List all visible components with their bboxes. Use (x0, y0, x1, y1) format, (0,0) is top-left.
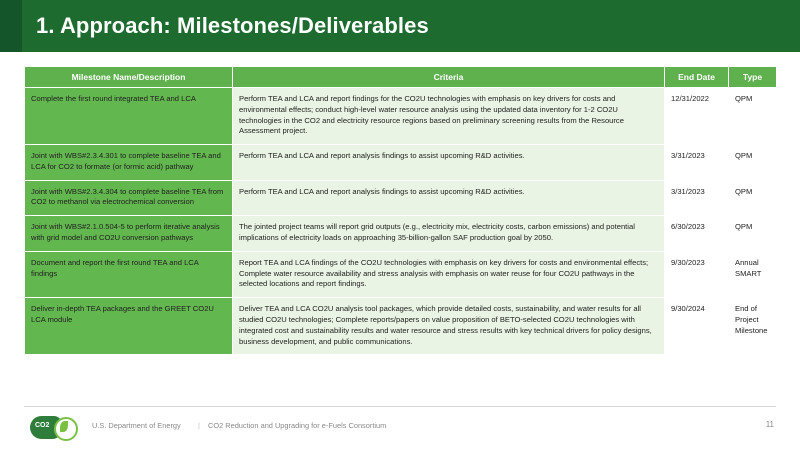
cell-type: QPM (729, 88, 777, 145)
footer-consortium-name: CO2 Reduction and Upgrading for e-Fuels Consortium (208, 421, 387, 430)
cell-criteria: Deliver TEA and LCA CO2U analysis tool packages, which provide detailed costs, sustainability, and water results for all studied CO2U technologies; Complete reports/papers on value proposition of BETO-selected CO2U technologies with integrated cost and sustainability results and water resource and stress results with key technical drivers for policy designs, business development, and public communications. (233, 298, 665, 355)
header-accent-bar (0, 0, 22, 52)
table-row (25, 216, 777, 252)
cell-type: End of Project Milestone (729, 298, 777, 355)
cell-criteria: The jointed project teams will report grid outputs (e.g., electricity mix, electricity costs, carbon emissions) and potential implications of electricity loads on approaching 35-billion-gallon SAF production goal by 2050. (233, 216, 665, 252)
cell-milestone-name: Joint with WBS#2.3.4.304 to complete baseline TEA from CO2 to methanol via electrochemical conversion (25, 180, 233, 216)
footer-separator: | (198, 421, 200, 430)
table-row (25, 180, 777, 216)
co2-consortium-logo-icon (30, 415, 82, 441)
table-row (25, 145, 777, 181)
table-header (25, 67, 777, 88)
cell-end-date: 3/31/2023 (665, 180, 729, 216)
cell-criteria: Perform TEA and LCA and report findings for the CO2U technologies with emphasis on key drivers for costs and environmental effects; conduct high-level water resource analysis using the updated data inventory for 1-2 CO2U technologies in the CO2 and electricity resource regions based on preliminary screening results from the Resource Assessment project. (233, 88, 665, 145)
table-row (25, 88, 777, 145)
page-number: 11 (765, 420, 774, 429)
table-row (25, 251, 777, 297)
cell-criteria: Perform TEA and LCA and report analysis findings to assist upcoming R&D activities. (233, 145, 665, 181)
table-body (25, 88, 777, 355)
cell-milestone-name: Joint with WBS#2.1.0.504-5 to perform iterative analysis with grid model and CO2U conversion pathways (25, 216, 233, 252)
cell-type: QPM (729, 180, 777, 216)
table-header-row (25, 67, 777, 88)
column-header-milestone-name: Milestone Name/Description (25, 67, 233, 88)
cell-criteria: Report TEA and LCA findings of the CO2U technologies with emphasis on key drivers for costs and environmental effects; Complete water resource availability and stress analysis with emphasis on water reuse for four CO2U pathways in the selected locations and report findings. (233, 251, 665, 297)
cell-end-date: 9/30/2023 (665, 251, 729, 297)
milestones-table-container (24, 66, 776, 355)
cell-type: QPM (729, 216, 777, 252)
page-title: 1. Approach: Milestones/Deliverables (36, 13, 429, 38)
cell-end-date: 12/31/2022 (665, 88, 729, 145)
cell-end-date: 3/31/2023 (665, 145, 729, 181)
cell-end-date: 9/30/2024 (665, 298, 729, 355)
cell-milestone-name: Joint with WBS#2.3.4.301 to complete baseline TEA and LCA for CO2 to formate (or formic acid) pathway (25, 145, 233, 181)
cell-milestone-name: Document and report the first round TEA and LCA findings (25, 251, 233, 297)
milestones-table (24, 66, 777, 355)
footer-organization: U.S. Department of Energy (92, 421, 181, 430)
cell-milestone-name: Complete the first round integrated TEA and LCA (25, 88, 233, 145)
column-header-end-date: End Date (665, 67, 729, 88)
cell-end-date: 6/30/2023 (665, 216, 729, 252)
cell-type: QPM (729, 145, 777, 181)
cell-type: Annual SMART (729, 251, 777, 297)
footer-divider (24, 406, 776, 407)
column-header-criteria: Criteria (233, 67, 665, 88)
cell-milestone-name: Deliver in-depth TEA packages and the GREET CO2U LCA module (25, 298, 233, 355)
logo-co2-label: CO2 (35, 422, 50, 429)
cell-criteria: Perform TEA and LCA and report analysis findings to assist upcoming R&D activities. (233, 180, 665, 216)
table-row (25, 298, 777, 355)
slide-footer (0, 406, 800, 450)
column-header-type: Type (729, 67, 777, 88)
